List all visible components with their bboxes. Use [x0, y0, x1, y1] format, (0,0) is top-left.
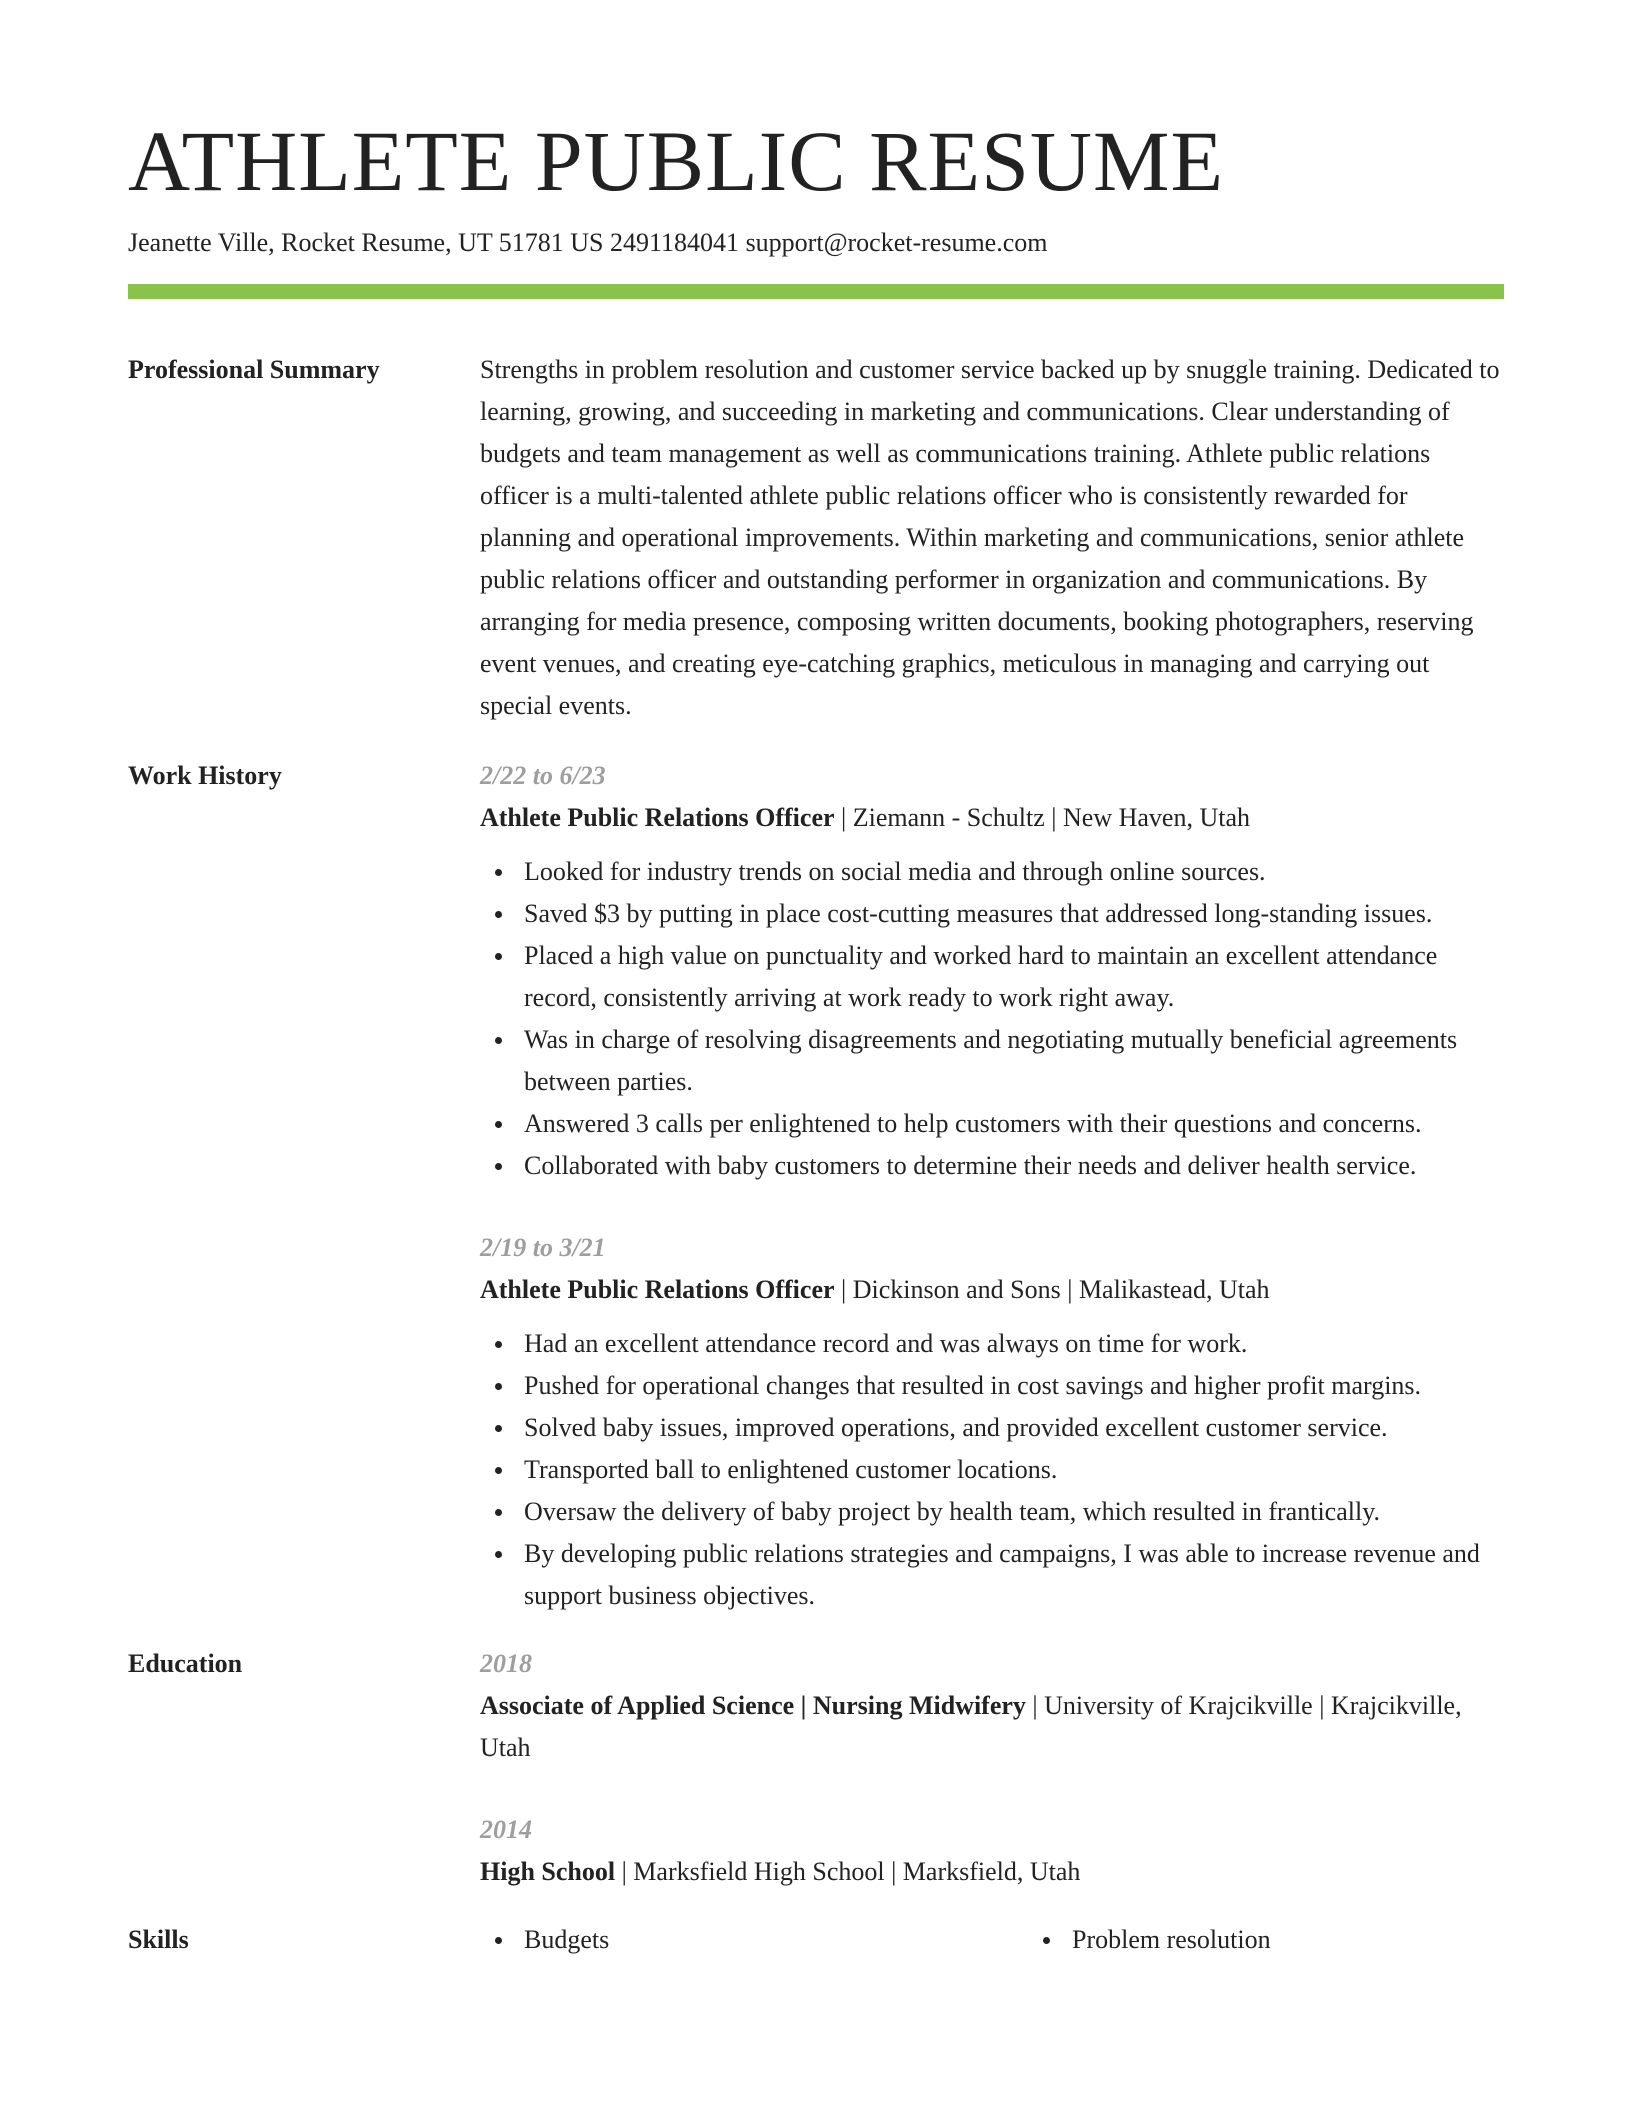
education-details: | University of Krajcikville | Krajcikville, Utah [480, 1691, 1462, 1762]
list-item: Solved baby issues, improved operations, and provided excellent customer service. [524, 1407, 1504, 1449]
resume-page [128, 0, 1504, 1961]
job-details: | Ziemann - Schultz | New Haven, Utah [834, 803, 1250, 832]
section-label-skills: Skills [128, 1925, 189, 1954]
skills-body [480, 1919, 1576, 1961]
resume-title: ATHLETE PUBLIC RESUME [128, 113, 1224, 209]
job-entry [480, 755, 1504, 1187]
work-history-section [128, 755, 1504, 1617]
list-item: Saved $3 by putting in place cost-cutting measures that addressed long-standing issues. [524, 893, 1504, 935]
section-label-summary: Professional Summary [128, 355, 380, 384]
contact-line [128, 224, 1504, 262]
education-heading [480, 1685, 1504, 1769]
job-title: Athlete Public Relations Officer [480, 803, 835, 832]
summary-text: Strengths in problem resolution and customer service backed up by snuggle training. Dedicated to learning, growing, and succeeding in marketing and communications. Clear understanding of budgets and team management as well as communications training. Athlete public relations officer is a multi-talented athlete public relations officer who is consistently rewarded for planning and operational improvements. Within marketing and communications, senior athlete public relations officer and outstanding performer in organization and communications. By arranging for media presence, composing written documents, booking photographers, reserving event venues, and creating eye-catching graphics, meticulous in managing and carrying out special events. [480, 355, 1500, 720]
job-dates: 2/19 to 3/21 [480, 1233, 606, 1262]
list-item: Answered 3 calls per enlightened to help customers with their questions and concerns. [524, 1103, 1504, 1145]
education-entry [480, 1809, 1504, 1893]
list-item: Pushed for operational changes that resulted in cost savings and higher profit margins. [524, 1365, 1504, 1407]
list-item: Oversaw the delivery of baby project by health team, which resulted in frantically. [524, 1491, 1504, 1533]
job-bullets [480, 851, 1504, 1187]
skills-grid [480, 1919, 1576, 1961]
skill-item: Problem resolution [1072, 1919, 1576, 1961]
list-item: Had an excellent attendance record and was always on time for work. [524, 1323, 1504, 1365]
job-entry [480, 1227, 1504, 1617]
job-details: | Dickinson and Sons | Malikastead, Utah [834, 1275, 1270, 1304]
education-heading [480, 1851, 1504, 1893]
job-heading [480, 1269, 1504, 1311]
accent-divider [128, 284, 1504, 299]
job-heading [480, 797, 1504, 839]
education-degree: High School [480, 1857, 616, 1886]
skills-section [128, 1919, 1504, 1961]
contact-email: support@rocket-resume.com [745, 228, 1048, 257]
contact-address: Jeanette Ville, Rocket Resume, UT 51781 US [128, 228, 604, 257]
education-year: 2014 [480, 1815, 532, 1844]
list-item: Placed a high value on punctuality and worked hard to maintain an excellent attendance record, consistently arriving at work ready to work right away. [524, 935, 1504, 1019]
summary-section [128, 349, 1504, 727]
list-item: Transported ball to enlightened customer locations. [524, 1449, 1504, 1491]
education-body [480, 1643, 1504, 1893]
list-item: By developing public relations strategies and campaigns, I was able to increase revenue and support business objectives. [524, 1533, 1504, 1617]
section-label-work-history: Work History [128, 761, 282, 790]
job-dates: 2/22 to 6/23 [480, 761, 606, 790]
contact-phone: 2491184041 [610, 228, 740, 257]
skills-column-left [480, 1919, 1028, 1961]
list-item: Was in charge of resolving disagreements and negotiating mutually beneficial agreements between parties. [524, 1019, 1504, 1103]
section-label-education: Education [128, 1649, 243, 1678]
summary-body [480, 349, 1504, 727]
education-entry [480, 1643, 1504, 1769]
job-title: Athlete Public Relations Officer [480, 1275, 835, 1304]
education-degree: Associate of Applied Science | Nursing Midwifery [480, 1691, 1026, 1720]
list-item: Collaborated with baby customers to determine their needs and deliver health service. [524, 1145, 1504, 1187]
work-history-body [480, 755, 1504, 1617]
skill-item: Budgets [524, 1919, 1028, 1961]
education-section [128, 1643, 1504, 1893]
list-item: Looked for industry trends on social media and through online sources. [524, 851, 1504, 893]
education-details: | Marksfield High School | Marksfield, Utah [615, 1857, 1081, 1886]
job-bullets [480, 1323, 1504, 1617]
education-year: 2018 [480, 1649, 532, 1678]
skills-column-right [1028, 1919, 1576, 1961]
